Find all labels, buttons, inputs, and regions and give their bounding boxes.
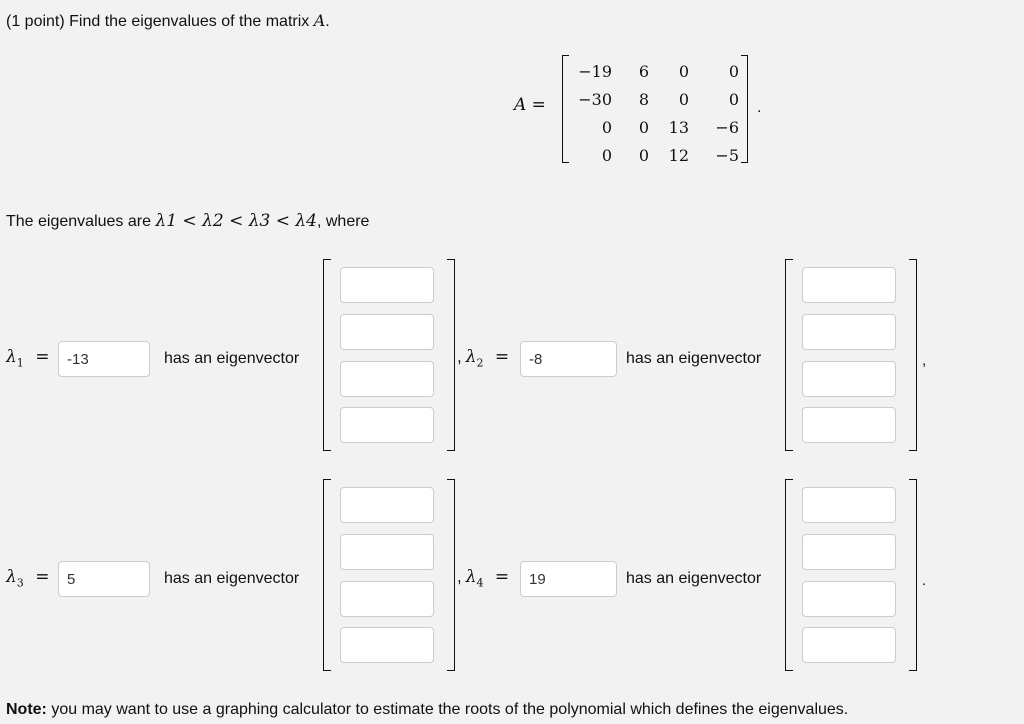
has-eigenvector-label: has an eigenvector <box>164 570 300 587</box>
eigenvector-2-entry-4[interactable] <box>802 407 896 443</box>
eigenvector-2-entry-1[interactable] <box>802 267 896 303</box>
eigenvector-4 <box>785 479 917 671</box>
eigenvector-3-entry-1[interactable] <box>340 487 434 523</box>
matrix-row <box>572 57 739 85</box>
matrix-row <box>572 113 739 141</box>
matrix-table <box>572 57 739 169</box>
matrix-cell: 0 <box>638 145 649 165</box>
matrix-trailing-period: . <box>757 99 762 116</box>
vector-left-bracket <box>323 479 331 671</box>
eigenvector-3-entry-3[interactable] <box>340 581 434 617</box>
matrix-cell: 0 <box>678 61 689 81</box>
eigenvector-1-entry-4[interactable] <box>340 407 434 443</box>
eigenvector-1-entry-2[interactable] <box>340 314 434 350</box>
matrix-cell: 0 <box>728 61 739 81</box>
matrix-cell: −30 <box>578 89 612 109</box>
question-period: . <box>325 13 330 30</box>
lambda-2-trailing-comma: , <box>922 352 927 369</box>
lambda-2-input[interactable] <box>520 341 617 377</box>
eigenvector-4-entry-3[interactable] <box>802 581 896 617</box>
eigenvector-2 <box>785 259 917 451</box>
vector-right-bracket <box>447 479 455 671</box>
matrix-cell: 8 <box>638 89 649 109</box>
lambda-3-input[interactable] <box>58 561 150 597</box>
lambda-1-input[interactable] <box>58 341 150 377</box>
matrix-cell: 13 <box>668 117 689 137</box>
matrix-row <box>572 85 739 113</box>
eigenvector-1-entry-1[interactable] <box>340 267 434 303</box>
matrix-row <box>572 141 739 169</box>
eigenvector-4-entry-2[interactable] <box>802 534 896 570</box>
eigen-intro-suffix: , where <box>316 213 370 230</box>
matrix-cell: 0 <box>678 89 689 109</box>
lambda-4-label: , $\lambda_4$ = <box>457 567 510 590</box>
matrix-cell: −6 <box>715 117 739 137</box>
eigenvector-1 <box>323 259 455 451</box>
note-body: you may want to use a graphing calculator to estimate the roots of the polynomial which defines the eigenvalues. <box>46 701 849 718</box>
question-text <box>6 11 330 31</box>
matrix-cell: 0 <box>601 145 612 165</box>
has-eigenvector-label: has an eigenvector <box>626 570 762 587</box>
matrix-right-bracket <box>741 55 748 163</box>
eigenvector-4-entry-4[interactable] <box>802 627 896 663</box>
eigenvector-3-entry-2[interactable] <box>340 534 434 570</box>
eigenvector-3 <box>323 479 455 671</box>
eigenvector-4-entry-1[interactable] <box>802 487 896 523</box>
note-text <box>6 701 848 719</box>
eigenvector-2-entry-2[interactable] <box>802 314 896 350</box>
matrix-cell: 12 <box>668 145 689 165</box>
question-prefix: (1 point) Find the eigenvalues of the matrix <box>6 13 314 30</box>
eigenvector-3-entry-4[interactable] <box>340 627 434 663</box>
vector-right-bracket <box>447 259 455 451</box>
vector-left-bracket <box>785 259 793 451</box>
eigenvalue-order-text <box>6 211 369 231</box>
vector-left-bracket <box>785 479 793 671</box>
matrix-name: A <box>313 11 326 30</box>
lambda-4-trailing-period: . <box>922 572 927 589</box>
matrix-cell: 6 <box>638 61 649 81</box>
matrix-cell: 0 <box>728 89 739 109</box>
matrix-cell: 0 <box>638 117 649 137</box>
lambda-2-label: , $\lambda_2$ = <box>457 347 510 370</box>
lambda-1-label: $\lambda_1$ = <box>6 347 50 370</box>
vector-right-bracket <box>909 259 917 451</box>
matrix-cell: −5 <box>715 145 739 165</box>
matrix-left-bracket <box>562 55 569 163</box>
eigenvector-1-entry-3[interactable] <box>340 361 434 397</box>
matrix-cell: 0 <box>601 117 612 137</box>
lambda-3-label: $\lambda_3$ = <box>6 567 50 590</box>
eigen-intro-prefix: The eigenvalues are <box>6 213 156 230</box>
vector-left-bracket <box>323 259 331 451</box>
eigen-order: λ1 < λ2 < λ3 < λ4 <box>155 211 317 231</box>
lambda-4-input[interactable] <box>520 561 617 597</box>
vector-right-bracket <box>909 479 917 671</box>
eigenvector-2-entry-3[interactable] <box>802 361 896 397</box>
matrix-cell: −19 <box>578 61 612 81</box>
has-eigenvector-label: has an eigenvector <box>164 350 300 367</box>
matrix-label: A = <box>514 95 546 115</box>
note-label: Note: <box>6 701 47 718</box>
has-eigenvector-label: has an eigenvector <box>626 350 762 367</box>
matrix-a <box>562 55 748 163</box>
